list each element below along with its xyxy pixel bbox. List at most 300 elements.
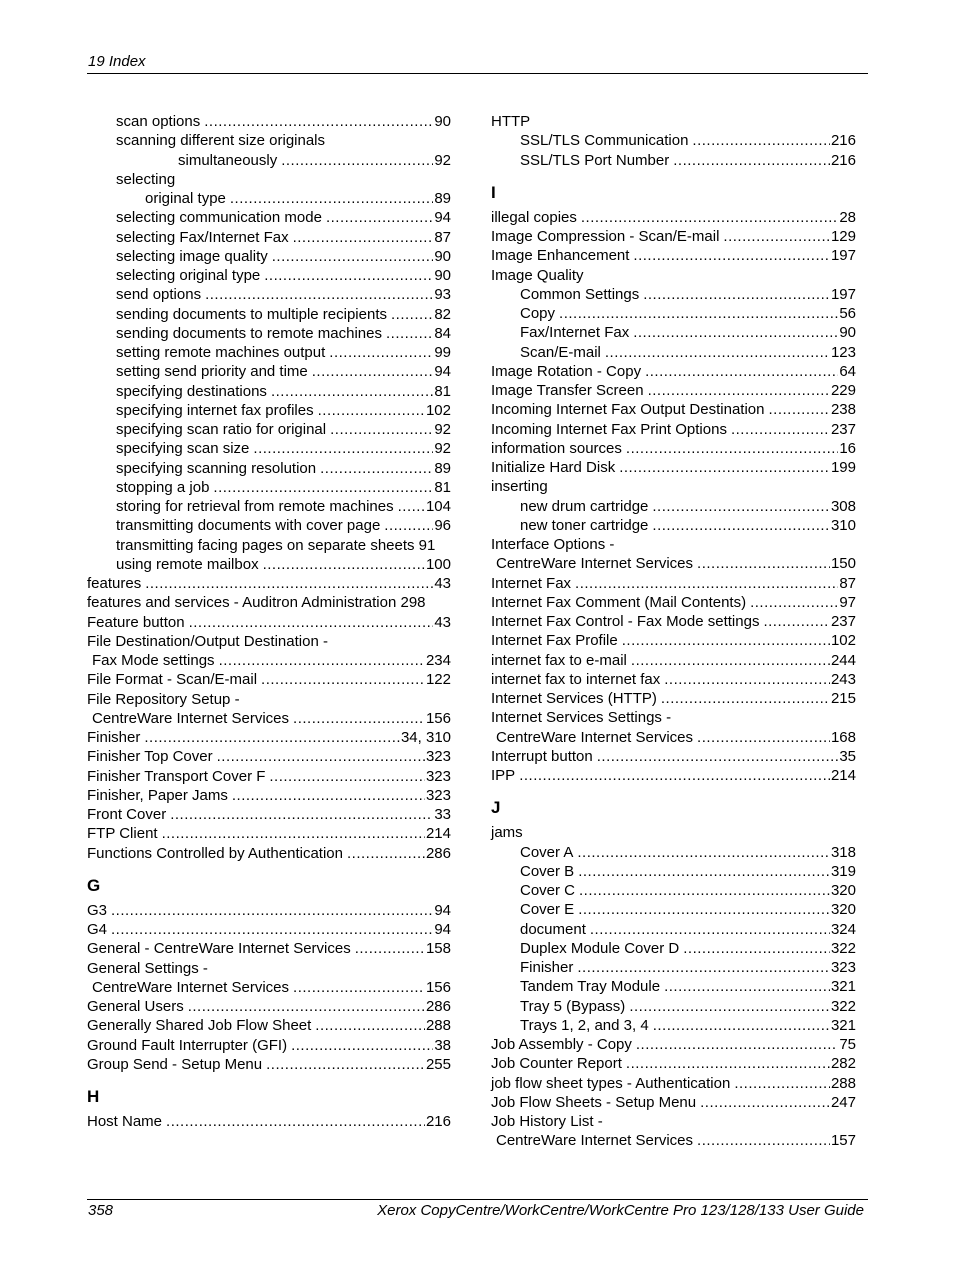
dot-leader [230,189,433,208]
index-page-ref: 320 [830,901,856,919]
index-entry [87,651,451,670]
index-term: Cover A [520,843,574,861]
index-term: Generally Shared Job Flow Sheet [87,1017,312,1035]
index-page-ref: 158 [425,940,451,958]
dot-leader [750,593,838,612]
index-entry [491,958,856,977]
dot-leader [293,228,434,247]
index-term: specifying internet fax profiles [116,401,314,419]
index-entry [87,767,451,786]
index-page-ref: 197 [830,247,856,265]
index-entry [491,477,856,496]
index-entry [491,612,856,631]
index-entry [87,459,451,478]
index-term: G4 [87,921,108,938]
index-term: General Settings - [87,959,208,977]
index-entry [87,978,451,997]
index-entry [87,555,451,574]
index-entry [491,266,856,285]
index-page-ref: 81 [434,478,451,496]
index-page-ref: 168 [830,728,856,746]
index-term: General Users [87,998,184,1015]
dot-leader [266,1055,425,1074]
dot-leader [269,767,425,786]
index-entry [87,805,451,824]
index-page-ref: 34, 310 [400,729,451,746]
index-term: Front Cover [87,806,167,823]
dot-leader [692,131,830,150]
index-term: internet fax to e-mail [491,651,627,669]
dot-leader [326,208,433,227]
index-entry [87,497,451,516]
index-entry [87,208,451,227]
index-entry [87,959,451,978]
index-term: G3 [87,901,108,919]
index-term: Job Counter Report [491,1055,622,1073]
dot-leader [579,881,830,900]
dot-leader [232,786,425,805]
dot-leader [384,516,433,535]
index-term: selecting Fax/Internet Fax [116,228,289,246]
index-term: General - CentreWare Internet Services [87,940,351,958]
index-term: Cover E [520,901,575,919]
dot-leader [697,1131,830,1150]
index-term: scan options [116,113,201,130]
index-term: internet fax to internet fax [491,670,661,688]
index-entry [491,208,856,227]
dot-leader [631,651,830,670]
index-entry [491,1112,856,1131]
index-page-ref: 247 [830,1093,856,1111]
dot-leader [355,939,425,958]
index-page-ref: 322 [830,997,856,1015]
index-letter-heading: J [491,798,501,818]
dot-leader [633,323,838,342]
dot-leader [581,208,838,227]
index-entry [491,574,856,593]
index-letter-heading: I [491,182,496,202]
index-entry [87,247,451,266]
dot-leader [291,1036,433,1055]
dot-leader [162,824,425,843]
index-page-ref: 238 [830,401,856,419]
index-page-ref: 102 [425,401,451,419]
index-page-ref: 43 [434,575,451,592]
index-letter-heading: H [87,1087,100,1106]
index-term: transmitting facing pages on separate sheets 91 [116,536,436,554]
index-page-ref: 35 [839,747,856,765]
index-page-ref: 323 [425,748,451,766]
index-entry [87,362,451,381]
index-entry [491,1035,856,1054]
index-entry [87,1016,451,1035]
index-entry [87,151,451,170]
index-term: Interface Options - [491,536,615,553]
index-page-ref: 286 [425,998,451,1015]
index-term: Ground Fault Interrupter (GFI) [87,1036,288,1054]
index-entry [87,613,451,632]
dot-leader [578,862,830,881]
dot-leader [144,728,400,747]
index-entry [87,1036,451,1055]
index-column-right [491,112,856,1151]
index-page-ref: 93 [434,286,451,304]
index-entry [87,786,451,805]
index-term: Image Rotation - Copy [491,362,642,380]
index-page-ref: 156 [425,709,451,727]
index-page-ref: 216 [830,151,856,169]
index-entry [491,939,856,958]
dot-leader [664,670,830,689]
index-term: Cover B [520,862,575,880]
index-term: new drum cartridge [520,497,649,515]
index-term: Image Transfer Screen [491,382,644,399]
dot-leader [577,958,830,977]
index-page-ref: 90 [839,324,856,342]
index-term: Incoming Internet Fax Output Destination [491,401,765,419]
index-entry [87,1112,451,1131]
index-page-ref: 122 [425,671,451,689]
index-entry [491,458,856,477]
index-term: setting send priority and time [116,363,308,381]
dot-leader [622,631,830,650]
index-term: setting remote machines output [116,344,326,361]
dot-leader [664,977,830,996]
dot-leader [188,997,425,1016]
index-term: transmitting documents with cover page [116,517,381,535]
index-entry [87,593,451,612]
dot-leader [315,1016,425,1035]
dot-leader [629,997,830,1016]
dot-leader [111,901,433,920]
dot-leader [575,574,838,593]
dot-leader [683,939,830,958]
index-entry [491,728,856,747]
index-page-ref: 150 [830,555,856,573]
index-page-ref: 234 [425,652,451,669]
index-entry [491,843,856,862]
index-page-ref: 323 [425,767,451,785]
index-term: Initialize Hard Disk [491,459,616,476]
index-entry [491,881,856,900]
index-entry [87,343,451,362]
dot-leader [217,747,425,766]
index-term: Image Compression - Scan/E-mail [491,228,720,245]
index-page-ref: 129 [830,228,856,245]
dot-leader [559,304,838,323]
dot-leader [697,728,830,747]
index-term: Internet Fax Profile [491,632,618,650]
index-term: specifying scanning resolution [116,459,317,477]
index-term: Finisher, Paper Jams [87,786,228,804]
index-term: Finisher Top Cover [87,748,213,766]
index-page-ref: 92 [434,440,451,458]
dot-leader [329,343,433,362]
index-page-ref: 87 [434,228,451,246]
dot-leader [253,439,433,458]
index-entry [491,766,856,785]
index-entry [491,1131,856,1150]
index-page-ref: 321 [830,1016,856,1034]
header-rule [87,73,868,74]
index-term: simultaneously [178,151,278,169]
index-page-ref: 321 [830,978,856,996]
index-page-ref: 288 [425,1017,451,1035]
dot-leader [189,613,434,632]
dot-leader [330,420,433,439]
dot-leader [347,844,425,863]
index-entry [491,920,856,939]
index-entry [87,632,451,651]
index-page-ref: 102 [830,632,856,650]
index-entry [87,382,451,401]
dot-leader [768,400,829,419]
footer-rule [87,1199,868,1200]
index-entry [87,536,451,555]
dot-leader [643,285,830,304]
index-page-ref: 94 [434,901,451,919]
index-page-ref: 97 [839,593,856,611]
index-entry [87,1055,451,1074]
index-term: Tray 5 (Bypass) [520,997,626,1015]
index-term: File Format - Scan/E-mail [87,671,258,689]
index-term: Internet Fax Comment (Mail Contents) [491,593,747,611]
index-page-ref: 56 [839,305,856,322]
index-entry [87,901,451,920]
index-page-ref: 215 [830,690,856,707]
index-term: Job History List - [491,1113,603,1130]
index-entry [491,131,856,150]
index-page-ref: 157 [830,1132,856,1150]
index-page-ref: 96 [434,517,451,535]
dot-leader [263,555,425,574]
dot-leader [264,266,433,285]
index-term: Internet Services (HTTP) [491,690,657,707]
index-entry [491,593,856,612]
index-page-ref: 94 [434,363,451,381]
dot-leader [391,305,433,324]
index-entry [87,189,451,208]
index-term: Finisher [520,959,574,976]
index-page-ref: 286 [425,844,451,862]
index-entry [87,574,451,593]
index-entry [491,362,856,381]
index-entry [87,728,451,747]
index-entry [87,305,451,324]
index-entry [87,824,451,843]
index-term: Image Enhancement [491,247,630,265]
index-entry [87,285,451,304]
index-entry [87,112,451,131]
index-term: selecting image quality [116,247,268,265]
dot-leader [272,247,434,266]
dot-leader [652,516,830,535]
dot-leader [605,343,830,362]
dot-leader [261,670,425,689]
index-page-ref: 156 [425,978,451,996]
index-term: Duplex Module Cover D [520,939,680,957]
index-entry [491,535,856,554]
dot-leader [271,382,433,401]
index-page-ref: 16 [839,439,856,457]
dot-leader [626,439,838,458]
index-page-ref: 92 [434,151,451,169]
index-letter-heading: G [87,875,101,895]
index-term: SSL/TLS Port Number [520,151,670,169]
index-entry [87,324,451,343]
index-entry [491,651,856,670]
index-term: selecting communication mode [116,209,322,227]
dot-leader [636,1035,838,1054]
index-page-ref: 243 [830,670,856,688]
index-term: Common Settings [520,285,640,303]
index-page-ref: 197 [830,285,856,303]
index-entry [491,689,856,708]
index-entry [87,439,451,458]
index-term: Fax/Internet Fax [520,324,630,342]
index-page-ref: 90 [434,113,451,130]
index-term: send options [116,286,202,304]
index-page-ref: 90 [434,247,451,265]
index-term: inserting [491,478,548,496]
index-term: Group Send - Setup Menu [87,1055,263,1073]
dot-leader [626,1054,830,1073]
dot-leader [519,766,830,785]
dot-leader [111,920,433,939]
index-entry [87,228,451,247]
index-page-ref: 38 [434,1036,451,1054]
index-term: specifying destinations [116,382,267,400]
index-entry [491,997,856,1016]
index-page-ref: 28 [839,208,856,226]
index-page-ref: 216 [830,132,856,150]
index-term: SSL/TLS Communication [520,132,689,150]
dot-leader [578,900,830,919]
index-term: Trays 1, 2, and 3, 4 [520,1016,649,1034]
index-entry [87,266,451,285]
index-entry [87,170,451,189]
index-entry [491,900,856,919]
index-page-ref: 75 [839,1036,856,1053]
index-page-ref: 82 [434,305,451,323]
index-page-ref: 237 [830,613,856,630]
index-entry [491,400,856,419]
index-term: Tandem Tray Module [520,978,661,996]
index-page-ref: 310 [830,516,856,534]
dot-leader [763,612,830,631]
index-page-ref: 324 [830,920,856,938]
index-page-ref: 43 [434,613,451,631]
index-term: CentreWare Internet Services [496,1132,694,1150]
index-entry [491,1054,856,1073]
index-entry [87,401,451,420]
index-page-ref: 320 [830,882,856,899]
dot-leader [731,420,830,439]
index-entry [491,631,856,650]
index-term: specifying scan ratio for original [116,421,327,438]
index-term: features [87,575,142,592]
index-entry [491,862,856,881]
index-page-ref: 282 [830,1055,856,1073]
index-term: FTP Client [87,825,158,843]
index-term: scanning different size originals [116,132,326,150]
index-term: Finisher Transport Cover F [87,767,266,785]
index-entry [491,747,856,766]
index-page-ref: 84 [434,324,451,342]
index-entry [87,478,451,497]
page-number: 358 [88,1202,114,1219]
index-page-ref: 94 [434,209,451,227]
dot-leader [170,805,433,824]
index-term: Image Quality [491,266,584,284]
index-term: specifying scan size [116,440,250,458]
index-entry [491,497,856,516]
index-page-ref: 214 [830,767,856,784]
dot-leader [166,1112,425,1131]
index-term: illegal copies [491,208,577,226]
dot-leader [213,478,433,497]
index-page-ref: 323 [425,786,451,804]
index-term: Job Assembly - Copy [491,1036,632,1053]
index-term: sending documents to remote machines [116,324,382,342]
index-entry [87,690,451,709]
index-entry [491,516,856,535]
index-page-ref: 322 [830,939,856,957]
dot-leader [597,747,839,766]
dot-leader [653,1016,830,1035]
index-page-ref: 318 [830,843,856,861]
index-page-ref: 104 [425,498,451,515]
index-entry [491,246,856,265]
index-page-ref: 89 [434,190,451,207]
dot-leader [320,459,433,478]
index-entry [87,131,451,150]
index-entry [491,112,856,131]
index-page-ref: 89 [434,459,451,477]
index-term: Scan/E-mail [520,343,601,361]
dot-leader [661,689,830,708]
index-term: information sources [491,439,622,457]
index-page-ref: 237 [830,420,856,438]
index-page-ref: 81 [434,382,451,400]
index-entry [491,439,856,458]
index-term: original type [145,190,226,207]
dot-leader [145,574,433,593]
index-term: Feature button [87,613,185,631]
dot-leader [318,401,425,420]
index-page-ref: 100 [425,555,451,573]
index-entry [491,1074,856,1093]
index-page-ref: 308 [830,497,856,515]
index-term: new toner cartridge [520,516,649,534]
index-entry [491,823,856,842]
index-entry [491,1093,856,1112]
index-entry [491,1016,856,1035]
dot-leader [386,324,433,343]
index-term: Copy [520,305,556,322]
index-term: sending documents to multiple recipients [116,305,387,323]
dot-leader [723,227,830,246]
index-page-ref: 199 [830,459,856,476]
index-entry [87,420,451,439]
index-entry [491,323,856,342]
index-page-ref: 323 [830,959,856,976]
index-term: File Destination/Output Destination - [87,632,328,650]
index-term: features and services - Auditron Administration 298 [87,594,426,612]
dot-leader [312,362,434,381]
index-entry [87,920,451,939]
dot-leader [204,112,433,131]
